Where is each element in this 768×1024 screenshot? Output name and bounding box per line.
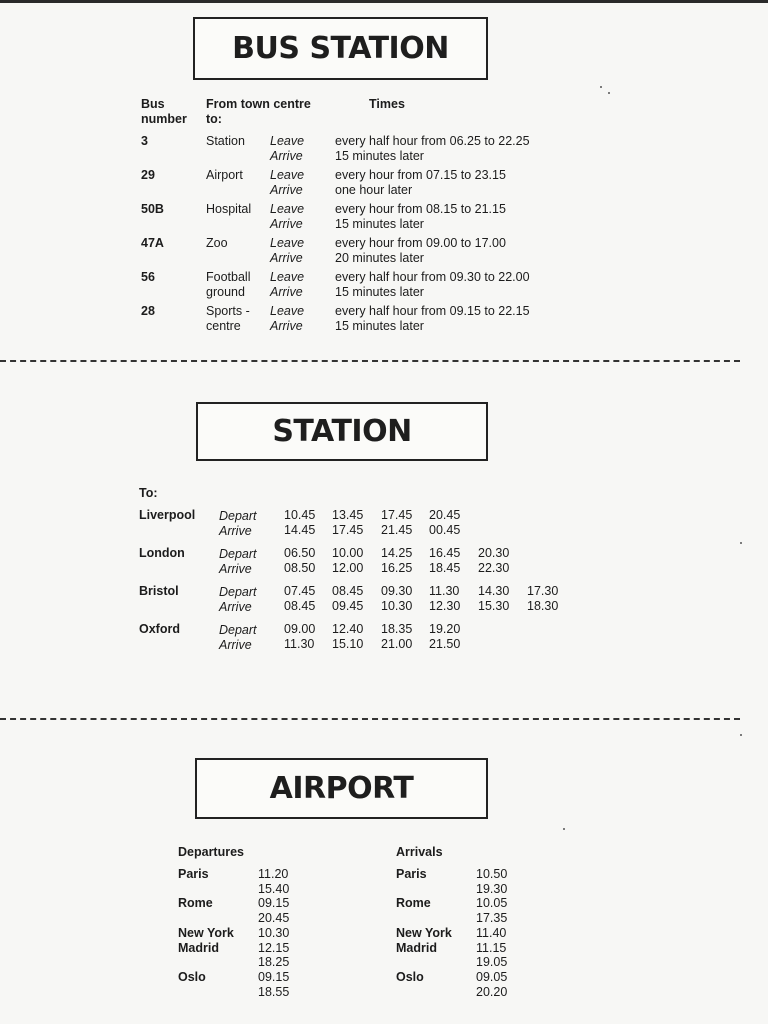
times-header: Times — [369, 97, 405, 111]
scan-speck — [600, 86, 602, 88]
flight-time: 11.15 — [476, 940, 507, 955]
section-divider — [0, 718, 740, 720]
flight-time: 19.30 — [476, 881, 508, 896]
departure-time: 07.45 — [284, 584, 316, 598]
depart-label: Depart — [219, 547, 257, 561]
arrival-time: 18.45 — [429, 561, 461, 575]
depart-label: Depart — [219, 585, 257, 599]
flight-city: Oslo — [396, 969, 424, 984]
bus-number: 3 — [141, 134, 148, 148]
scan-top-edge — [0, 0, 768, 3]
flight-time: 11.20 — [258, 867, 289, 881]
departure-time: 20.45 — [429, 508, 461, 522]
bus-frequency: every half hour from 06.25 to 22.25 — [335, 134, 530, 148]
departure-time: 12.40 — [332, 622, 364, 636]
bus-journey-time: 15 minutes later — [335, 149, 424, 163]
flight-city: Madrid — [396, 940, 437, 955]
bus-journey-time: one hour later — [335, 183, 413, 197]
bus-journey-time: 15 minutes later — [335, 217, 424, 231]
bus-destination: Airport — [206, 168, 243, 182]
departure-time: 14.30 — [478, 584, 510, 598]
flight-time: 12.15 — [258, 940, 290, 955]
departure-time: 17.45 — [381, 508, 413, 522]
departure-time: 10.00 — [332, 546, 364, 560]
flight-time: 15.40 — [258, 881, 290, 896]
bus-frequency: every hour from 09.00 to 17.00 — [335, 236, 506, 250]
departure-time: 08.45 — [332, 584, 364, 598]
scan-speck — [740, 734, 742, 736]
flight-time: 18.25 — [258, 955, 290, 970]
arrival-time: 21.00 — [381, 637, 413, 651]
departure-time: 09.30 — [381, 584, 413, 598]
arrival-time: 21.45 — [381, 523, 413, 537]
leave-label: Leave — [270, 134, 305, 148]
arrival-time: 15.10 — [332, 637, 364, 651]
departure-time: 19.20 — [429, 622, 461, 636]
leave-label: Leave — [270, 304, 305, 318]
arrive-label: Arrive — [219, 638, 252, 652]
arrival-time: 08.50 — [284, 561, 316, 575]
arrival-time: 17.45 — [332, 523, 364, 537]
flight-city: New York — [178, 925, 234, 940]
flight-city: New York — [396, 925, 452, 940]
flight-time: 19.05 — [476, 955, 508, 970]
section-divider — [0, 360, 740, 362]
bus-destination: Sports - — [206, 304, 250, 318]
arrive-label: Arrive — [270, 183, 303, 197]
bus-destination: Football — [206, 270, 251, 284]
bus-number-header-line1: Bus — [141, 97, 165, 111]
arrive-label: Arrive — [270, 285, 303, 299]
flight-city: Madrid — [178, 940, 219, 955]
bus-number: 28 — [141, 304, 155, 318]
arrival-time: 08.45 — [284, 599, 316, 613]
bus-destination-line2: centre — [206, 319, 241, 333]
arrival-time: 14.45 — [284, 523, 316, 537]
from-header-line2: to: — [206, 112, 222, 126]
depart-label: Depart — [219, 509, 257, 523]
station-title: STATION — [196, 402, 488, 461]
leave-label: Leave — [270, 168, 305, 182]
arrive-label: Arrive — [270, 319, 303, 333]
bus-frequency: every half hour from 09.30 to 22.00 — [335, 270, 530, 284]
arrival-time: 15.30 — [478, 599, 510, 613]
flight-city: Rome — [396, 896, 431, 911]
bus-journey-time: 15 minutes later — [335, 285, 424, 299]
arrive-label: Arrive — [270, 217, 303, 231]
bus-number: 47A — [141, 236, 164, 250]
flight-time: 18.55 — [258, 984, 290, 999]
scan-speck — [608, 92, 610, 94]
train-destination: Bristol — [139, 584, 179, 598]
arrive-label: Arrive — [270, 149, 303, 163]
arrival-time: 10.30 — [381, 599, 413, 613]
flight-city: Oslo — [178, 969, 206, 984]
bus-destination: Hospital — [206, 202, 252, 216]
train-destination: Liverpool — [139, 508, 196, 522]
bus-destination: Zoo — [206, 236, 228, 250]
bus-number: 56 — [141, 270, 155, 284]
arrival-time: 21.50 — [429, 637, 461, 651]
bus-journey-time: 20 minutes later — [335, 251, 424, 265]
flight-time: 20.20 — [476, 984, 508, 999]
airport-title: AIRPORT — [195, 758, 488, 819]
departure-time: 06.50 — [284, 546, 316, 560]
arrive-label: Arrive — [270, 251, 303, 265]
scan-speck — [740, 542, 742, 544]
departure-time: 13.45 — [332, 508, 364, 522]
bus-journey-time: 15 minutes later — [335, 319, 424, 333]
arrive-label: Arrive — [219, 600, 252, 614]
flight-city: Paris — [396, 867, 427, 881]
flight-time: 10.50 — [476, 867, 508, 881]
flight-time: 10.30 — [258, 925, 290, 940]
bus-number: 50B — [141, 202, 164, 216]
departure-time: 18.35 — [381, 622, 413, 636]
departure-time: 09.00 — [284, 622, 316, 636]
arrival-time: 16.25 — [381, 561, 413, 575]
scan-speck — [563, 828, 565, 830]
flight-time: 11.40 — [476, 925, 507, 940]
bus-destination-line2: ground — [206, 285, 245, 299]
leave-label: Leave — [270, 236, 305, 250]
flight-time: 09.15 — [258, 969, 290, 984]
arrive-label: Arrive — [219, 562, 252, 576]
flight-time: 17.35 — [476, 911, 508, 926]
flight-time: 09.15 — [258, 896, 290, 911]
bus-frequency: every hour from 08.15 to 21.15 — [335, 202, 506, 216]
from-header-line1: From town centre — [206, 97, 311, 111]
train-destination: Oxford — [139, 622, 180, 636]
bus-destination: Station — [206, 134, 245, 148]
bus-number-header-line2: number — [141, 112, 187, 126]
to-label: To: — [139, 486, 158, 500]
arrival-time: 18.30 — [527, 599, 559, 613]
departure-time: 20.30 — [478, 546, 510, 560]
arrivals-heading: Arrivals — [396, 845, 443, 859]
departure-time: 14.25 — [381, 546, 413, 560]
flight-time: 09.05 — [476, 969, 508, 984]
leave-label: Leave — [270, 270, 305, 284]
departure-time: 16.45 — [429, 546, 461, 560]
arrive-label: Arrive — [219, 524, 252, 538]
arrival-time: 09.45 — [332, 599, 364, 613]
departure-time: 11.30 — [429, 584, 460, 598]
arrival-time: 22.30 — [478, 561, 510, 575]
bus-number: 29 — [141, 168, 155, 182]
bus-frequency: every hour from 07.15 to 23.15 — [335, 168, 506, 182]
flight-city: Rome — [178, 896, 213, 911]
leave-label: Leave — [270, 202, 305, 216]
departure-time: 10.45 — [284, 508, 316, 522]
depart-label: Depart — [219, 623, 257, 637]
departures-heading: Departures — [178, 845, 244, 859]
departure-time: 17.30 — [527, 584, 559, 598]
flight-city: Paris — [178, 867, 209, 881]
arrival-time: 12.30 — [429, 599, 461, 613]
arrival-time: 11.30 — [284, 637, 315, 651]
bus-station-title: BUS STATION — [193, 17, 488, 80]
flight-time: 20.45 — [258, 911, 290, 926]
arrival-time: 00.45 — [429, 523, 461, 537]
flight-time: 10.05 — [476, 896, 508, 911]
arrival-time: 12.00 — [332, 561, 364, 575]
train-destination: London — [139, 546, 185, 560]
bus-frequency: every half hour from 09.15 to 22.15 — [335, 304, 530, 318]
